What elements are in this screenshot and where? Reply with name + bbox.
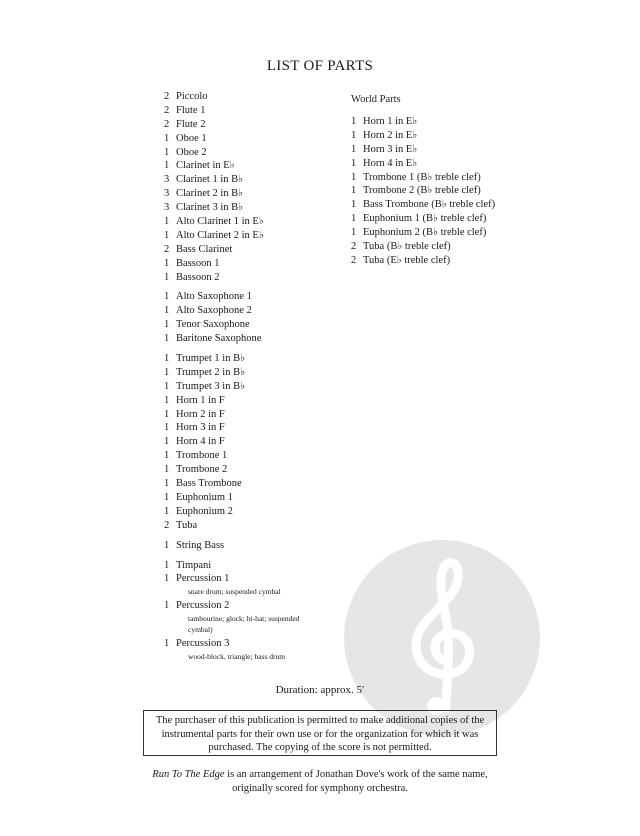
part-qty: 1 (351, 116, 357, 127)
part-name: Clarinet 3 in B♭ (176, 202, 244, 214)
part-qty: 2 (164, 118, 170, 130)
part-name: Bassoon 1 (176, 257, 220, 269)
part-row (164, 599, 349, 613)
part-row (351, 198, 551, 212)
part-qty: 1 (164, 366, 170, 378)
part-row (164, 201, 349, 215)
part-name: Alto Saxophone 1 (176, 291, 252, 303)
part-row (164, 229, 349, 243)
arrangement-credit (150, 768, 490, 796)
part-note: snare drum; suspended cymbal (188, 587, 281, 597)
part-row (164, 539, 349, 553)
part-qty: 1 (164, 450, 170, 462)
part-qty: 1 (164, 353, 170, 365)
part-row (351, 143, 551, 157)
part-row (164, 187, 349, 201)
part-qty: 1 (351, 199, 357, 211)
part-name: Alto Clarinet 2 in E♭ (176, 229, 264, 241)
part-qty: 1 (164, 408, 170, 420)
part-name: Trumpet 1 in B♭ (176, 353, 246, 365)
part-qty: 1 (164, 257, 170, 269)
part-row (164, 304, 349, 318)
part-qty: 1 (351, 157, 357, 169)
part-qty: 2 (164, 91, 170, 102)
part-name: Trombone 1 (176, 450, 228, 462)
part-qty: 1 (164, 505, 170, 517)
part-row (164, 449, 349, 463)
part-qty: 1 (164, 380, 170, 392)
part-qty: 1 (164, 333, 170, 345)
part-name: Percussion 1 (176, 573, 230, 585)
part-qty: 1 (164, 319, 170, 331)
part-name: Baritone Saxophone (176, 333, 262, 345)
treble-clef-watermark-icon (342, 538, 542, 738)
part-name: Horn 4 in F (176, 436, 225, 448)
part-qty: 1 (164, 394, 170, 406)
part-qty: 1 (164, 132, 170, 144)
part-qty: 3 (164, 188, 170, 200)
part-row (164, 146, 349, 160)
part-row (164, 463, 349, 477)
part-row (351, 115, 551, 129)
work-title: Run To The Edge (152, 769, 225, 780)
part-row (164, 366, 349, 380)
part-name: Euphonium 1 (B♭ treble clef) (363, 213, 487, 225)
part-name: Euphonium 2 (176, 505, 233, 517)
part-row (164, 118, 349, 132)
part-row (351, 129, 551, 143)
part-note: tambourine; glock; hi-hat; suspended cymbal) (188, 614, 300, 635)
part-qty: 1 (164, 216, 170, 228)
part-name: Bass Trombone (B♭ treble clef) (363, 199, 496, 211)
part-name: Horn 3 in E♭ (363, 143, 418, 155)
part-row (164, 637, 349, 651)
part-row (351, 254, 551, 268)
part-row (351, 157, 551, 171)
parts-list-left (164, 90, 349, 668)
part-name: Horn 1 in F (176, 394, 225, 406)
part-row (164, 477, 349, 491)
part-row (164, 290, 349, 304)
part-name: Flute 1 (176, 104, 206, 116)
part-row (351, 226, 551, 240)
part-qty: 1 (164, 600, 170, 612)
part-row (164, 104, 349, 118)
parts-group-brass (164, 352, 349, 533)
part-name: Tenor Saxophone (176, 319, 250, 331)
part-qty: 1 (164, 539, 170, 551)
part-name: Timpani (176, 559, 212, 571)
part-name: Trumpet 2 in B♭ (176, 366, 246, 378)
part-row (351, 184, 551, 198)
parts-group-saxophones (164, 290, 349, 346)
part-qty: 3 (164, 202, 170, 214)
part-name: Trombone 1 (B♭ treble clef) (363, 171, 481, 183)
part-name: Alto Clarinet 1 in E♭ (176, 216, 264, 228)
part-name: Oboe 2 (176, 146, 207, 158)
part-name: Tuba (E♭ treble clef) (363, 254, 451, 266)
part-row (351, 212, 551, 226)
part-row (164, 408, 349, 422)
part-name: Trombone 2 (176, 464, 228, 476)
part-row (164, 318, 349, 332)
part-name: Percussion 3 (176, 638, 230, 650)
part-qty: 1 (164, 464, 170, 476)
part-name: Euphonium 2 (B♭ treble clef) (363, 227, 487, 239)
part-name: Horn 2 in E♭ (363, 129, 418, 141)
parts-group-percussion (164, 559, 349, 663)
part-row (164, 215, 349, 229)
copy-permission-notice: The purchaser of this publication is permitted to make additional copies of the instrumental parts for their own use or for the organization for which it was purchased. The copying of the score is not permitted. (143, 710, 497, 756)
part-name: Tuba (B♭ treble clef) (363, 241, 451, 253)
part-qty: 2 (351, 254, 357, 266)
part-name: String Bass (176, 539, 225, 551)
parts-group-woodwinds (164, 90, 349, 284)
part-qty: 2 (164, 519, 170, 531)
part-name: Clarinet 2 in B♭ (176, 188, 244, 200)
part-name: Oboe 1 (176, 132, 207, 144)
part-qty: 3 (164, 174, 170, 186)
part-qty: 1 (164, 160, 170, 172)
part-name: Bassoon 2 (176, 271, 220, 283)
part-row (164, 421, 349, 435)
part-row (164, 519, 349, 533)
part-qty: 1 (351, 185, 357, 197)
part-name: Horn 4 in E♭ (363, 157, 418, 169)
part-name: Horn 3 in F (176, 422, 225, 434)
part-row (164, 352, 349, 366)
part-name: Piccolo (176, 91, 208, 102)
part-qty: 1 (351, 129, 357, 141)
part-name: Percussion 2 (176, 600, 230, 612)
duration-text: Duration: approx. 5′ (275, 684, 365, 696)
part-name: Tuba (176, 519, 198, 531)
part-qty: 1 (164, 305, 170, 317)
part-name: Flute 2 (176, 118, 206, 130)
part-name: Bass Clarinet (176, 243, 233, 255)
part-name: Alto Saxophone 2 (176, 305, 252, 317)
part-row (351, 240, 551, 254)
part-row (164, 132, 349, 146)
part-qty: 1 (164, 436, 170, 448)
part-qty: 1 (164, 229, 170, 241)
part-qty: 1 (164, 422, 170, 434)
part-name: Clarinet 1 in B♭ (176, 174, 244, 186)
part-row (164, 505, 349, 519)
part-qty: 1 (164, 271, 170, 283)
part-qty: 1 (164, 573, 170, 585)
part-qty: 1 (351, 227, 357, 239)
part-row (164, 257, 349, 271)
world-parts-heading: World Parts (351, 94, 401, 105)
part-qty: 1 (351, 171, 357, 183)
part-row (164, 559, 349, 573)
world-parts-list (351, 92, 551, 268)
part-name: Euphonium 1 (176, 491, 233, 503)
part-qty: 1 (164, 146, 170, 158)
part-qty: 1 (164, 478, 170, 490)
part-row (351, 171, 551, 185)
part-qty: 1 (351, 143, 357, 155)
part-row (164, 243, 349, 257)
part-note: wood-block, triangle; bass drum (188, 652, 286, 662)
part-qty: 1 (164, 559, 170, 571)
part-row (164, 271, 349, 285)
part-name: Clarinet in E♭ (176, 160, 235, 172)
part-name: Trumpet 3 in B♭ (176, 380, 246, 392)
part-row (164, 380, 349, 394)
part-row (164, 90, 349, 104)
part-row (164, 491, 349, 505)
part-qty: 2 (351, 241, 357, 253)
credit-text: is an arrangement of Jonathan Dove's work of the same name, originally scored for symphony orchestra. (224, 769, 488, 794)
part-qty: 2 (164, 243, 170, 255)
part-name: Bass Trombone (176, 478, 242, 490)
part-row (164, 332, 349, 346)
part-name: Horn 1 in E♭ (363, 116, 418, 127)
part-name: Horn 2 in F (176, 408, 225, 420)
parts-group-strings (164, 539, 349, 553)
part-row (164, 572, 349, 586)
part-name: Trombone 2 (B♭ treble clef) (363, 185, 481, 197)
part-row (164, 394, 349, 408)
part-row (164, 173, 349, 187)
part-qty: 1 (164, 291, 170, 303)
part-row (164, 159, 349, 173)
part-qty: 1 (164, 638, 170, 650)
part-qty: 1 (351, 213, 357, 225)
part-qty: 2 (164, 104, 170, 116)
part-qty: 1 (164, 491, 170, 503)
part-row (164, 435, 349, 449)
page-title: LIST OF PARTS (266, 58, 374, 74)
